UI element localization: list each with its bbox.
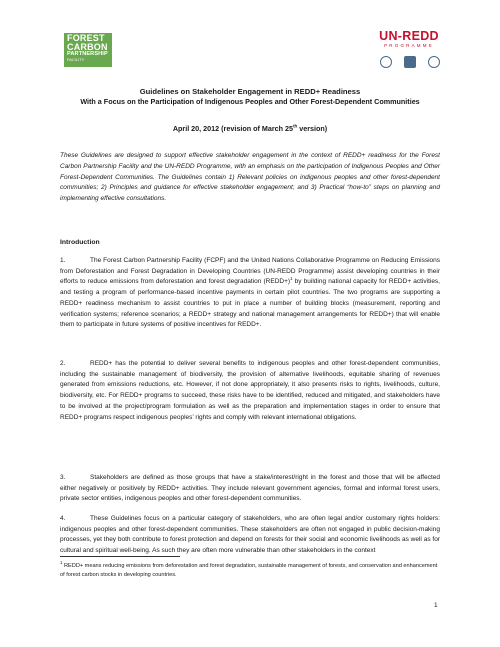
paragraph-text: REDD+ has the potential to deliver several benefits to indigenous peoples and other forest-dependent communities, including the sustainable management of biodiversity, the provision of alternative livelihoods, equitable sharing of revenues generated from emissions reductions, etc. However, if not done appropriately, it also presents risks to rights, livelihoods, culture, biodiversity, etc. For REDD+ programs to succeed, these risks have to be identified, reduced and mitigated, and stakeholders have to be involved at the project/program formulation as well as the preparation and implementation stages in order to ensure that REDD+ programs respect indigenous peoples’ rights and comply with relevant international obligations. (60, 360, 440, 421)
page-number: 1 (434, 602, 438, 609)
footnote-mark: 1 (60, 560, 63, 566)
paragraph-text: The Forest Carbon Partnership Facility (FCPF) and the United Nations Collaborative Programme on Reducing Emissions from Deforestation and Forest Degradation in Developing Countries (UN-REDD Programme) assist developing countries in their efforts to reduce emissions from deforestation and forest degradation (REDD+) (60, 257, 440, 286)
document-subtitle: With a Focus on the Participation of Indigenous Peoples and Other Forest-Dependent Communities (80, 97, 420, 106)
unredd-logo-programme: PROGRAMME (384, 43, 434, 48)
document-date (0, 124, 500, 133)
un-agency-emblems (380, 56, 440, 70)
unredd-logo (376, 30, 442, 49)
date-text: April 20, 2012 (revision of March 25 (172, 124, 294, 133)
paragraph-3 (60, 473, 440, 505)
fcpf-logo (64, 33, 112, 67)
date-superscript: th (293, 123, 298, 129)
section-heading: Introduction (60, 239, 100, 246)
footnote (60, 562, 440, 580)
unep-emblem-icon (428, 56, 440, 68)
abstract-paragraph: These Guidelines are designed to support effective stakeholder engagement in the context of REDD+ readiness for the Forest Carbon Partnership Facility and the UN-REDD Programme, with an emphasis on the participation of Indigenous Peoples and Other Forest-Dependent Communities. The Guidelines contain 1) Relevant policies on indigenous peoples and other forest-dependent communities; 2) Principles and guidance for effective stakeholder engagement; and 3) Practical “how-to” steps on planning and implementing effective consultations. (60, 152, 440, 203)
paragraph-text-cont: by building national capacity for REDD+ activities, and testing a program of performance-based incentive payments in certain pilot countries. The two programs are supporting a REDD+ readiness mechanism to assist countries to put in place a number of building blocks (measurement, reporting and verification systems; reference scenarios; a REDD+ strategy and national management arrangements for REDD+) that will enable them to participate in future systems of positive incentives for REDD+. (60, 278, 440, 329)
paragraph-text: These Guidelines focus on a particular category of stakeholders, who are often legal and/or customary rights holders: indigenous peoples and other forest-dependent communities. These stakeholders are often not engaged in public decision-making processes, yet they both contribute to forest protection and depend on forests for their social and economic livelihoods as well as for cultural and spiritual well-being. As such they are often more vulnerable than other stakeholders in the context (60, 515, 440, 555)
document-title: Guidelines on Stakeholder Engagement in REDD+ Readiness (139, 87, 361, 96)
fcpf-logo-line3: PARTNERSHIP (67, 51, 108, 57)
paragraph-number: 2. (60, 360, 66, 367)
paragraph-number: 4. (60, 515, 66, 522)
paragraph-number: 1. (60, 257, 66, 264)
fao-emblem-icon (380, 56, 392, 68)
paragraph-number: 3. (60, 474, 66, 481)
fcpf-logo-line1: FOREST (67, 33, 105, 43)
paragraph-1 (60, 256, 440, 331)
footnote-divider (60, 556, 180, 557)
fcpf-logo-line2: CARBON (67, 41, 108, 52)
paragraph-4 (60, 514, 440, 557)
footnote-text: REDD+ means reducing emissions from deforestation and forest degradation, sustainable management of forests, and conservation and enhancement of forest carbon stocks in developing countries. (60, 563, 438, 578)
paragraph-text: Stakeholders are defined as those groups that have a stake/interest/right in the forest and those that will be affected either negatively or positively by REDD+ activities. They include relevant government agencies, formal and informal forest users, private sector entities, indigenous peoples and other forest-dependent communities. (60, 474, 440, 503)
fcpf-logo-line4: FACILITY (67, 57, 85, 62)
undp-emblem-icon (404, 56, 416, 68)
unredd-logo-name: UN-REDD (379, 29, 439, 43)
paragraph-2 (60, 359, 440, 423)
footnote-reference: 1 (290, 276, 293, 282)
date-suffix: version) (297, 124, 328, 133)
